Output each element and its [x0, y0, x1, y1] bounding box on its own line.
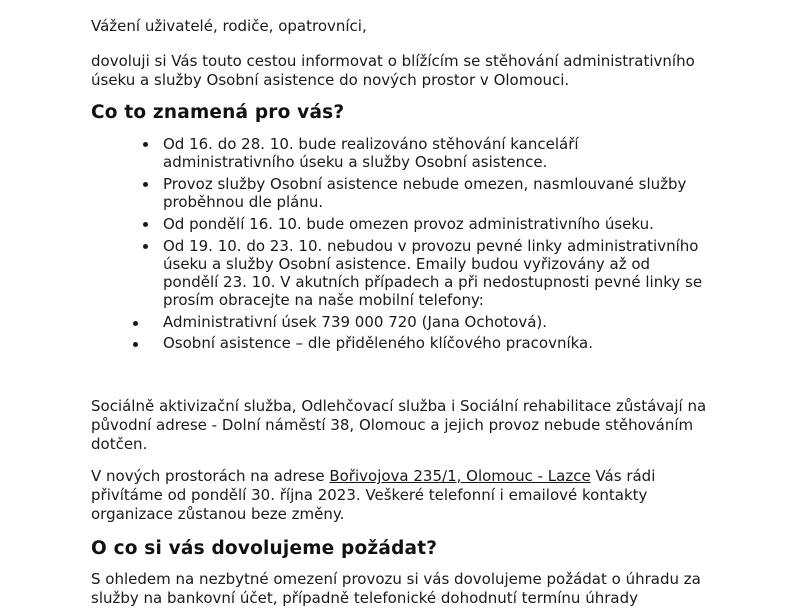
intro-line-2: úseku a služby Osobní asistence do nových prostor v Olomouci. — [91, 71, 570, 89]
list-item-line: Od 16. do 28. 10. bude realizováno stěhování kanceláří — [163, 135, 579, 153]
list-item — [91, 334, 731, 352]
list-item-line: Administrativní úsek 739 000 720 (Jana Ochotová). — [163, 313, 548, 331]
list-item — [91, 175, 731, 211]
intro-line-1: dovoluji si Vás touto cestou informovat o blížícím se stěhování administrativního — [91, 52, 695, 70]
bullet-icon — [133, 321, 138, 326]
list-item-line: prosím obracejte na naše mobilní telefony: — [163, 291, 484, 309]
list-item — [91, 313, 731, 331]
paragraph-line: původní adrese - Dolní náměstí 38, Olomouc a jejich provoz nebude stěhováním — [91, 416, 694, 434]
list-item-line: proběhnou dle plánu. — [163, 193, 324, 211]
list-item-line: Od pondělí 16. 10. bude omezen provoz administrativního úseku. — [163, 215, 654, 233]
intro-paragraph — [91, 52, 731, 90]
paragraph-line: dotčen. — [91, 435, 148, 453]
paragraph-text: Vás rádi — [590, 467, 656, 485]
bullet-icon — [143, 182, 148, 187]
social-services-paragraph — [91, 397, 731, 454]
list-item — [91, 237, 731, 309]
list-item — [91, 215, 731, 233]
paragraph-line: S ohledem na nezbytné omezení provozu si vás dovolujeme požádat o úhradu za — [91, 570, 701, 588]
payment-request-paragraph — [91, 570, 731, 608]
info-bullet-list — [91, 135, 731, 355]
bullet-icon — [143, 222, 148, 227]
list-item-line: pondělí 23. 10. V akutních případech a při nedostupnosti pevné linky se — [163, 273, 703, 291]
bullet-icon — [143, 244, 148, 249]
new-premises-paragraph — [91, 467, 731, 524]
list-item-line: úseku a služby Osobní asistence. Emaily budou vyřizovány až od — [163, 255, 651, 273]
paragraph-line: služby na bankovní účet, případně telefonické dohodnutí termínu úhrady — [91, 589, 638, 607]
paragraph-line: organizace zůstanou beze změny. — [91, 505, 345, 523]
list-item — [91, 135, 731, 171]
greeting-text: Vážení uživatelé, rodiče, opatrovníci, — [91, 17, 367, 35]
paragraph-line: V nových prostorách na adrese — [91, 467, 330, 485]
paragraph-line: Sociálně aktivizační služba, Odlehčovací služba i Sociální rehabilitace zůstávají na — [91, 397, 707, 415]
list-item-line: administrativního úseku a služby Osobní asistence. — [163, 153, 548, 171]
paragraph-line: přivítáme od pondělí 30. října 2023. Veškeré telefonní i emailové kontakty — [91, 486, 648, 504]
list-item-line: Od 19. 10. do 23. 10. nebudou v provozu pevné linky administrativního — [163, 237, 699, 255]
list-item-line: Provoz služby Osobní asistence nebude omezen, nasmlouvané služby — [163, 175, 687, 193]
bullet-icon — [143, 142, 148, 147]
address-link[interactable]: Bořivojova 235/1, Olomouc - Lazce — [329, 467, 591, 485]
list-item-line: Osobní asistence – dle přiděleného klíčového pracovníka. — [163, 334, 593, 352]
bullet-icon — [133, 342, 138, 347]
heading-what-we-ask: O co si vás dovolujeme požádat? — [91, 538, 438, 559]
heading-what-it-means: Co to znamená pro vás? — [91, 102, 345, 123]
